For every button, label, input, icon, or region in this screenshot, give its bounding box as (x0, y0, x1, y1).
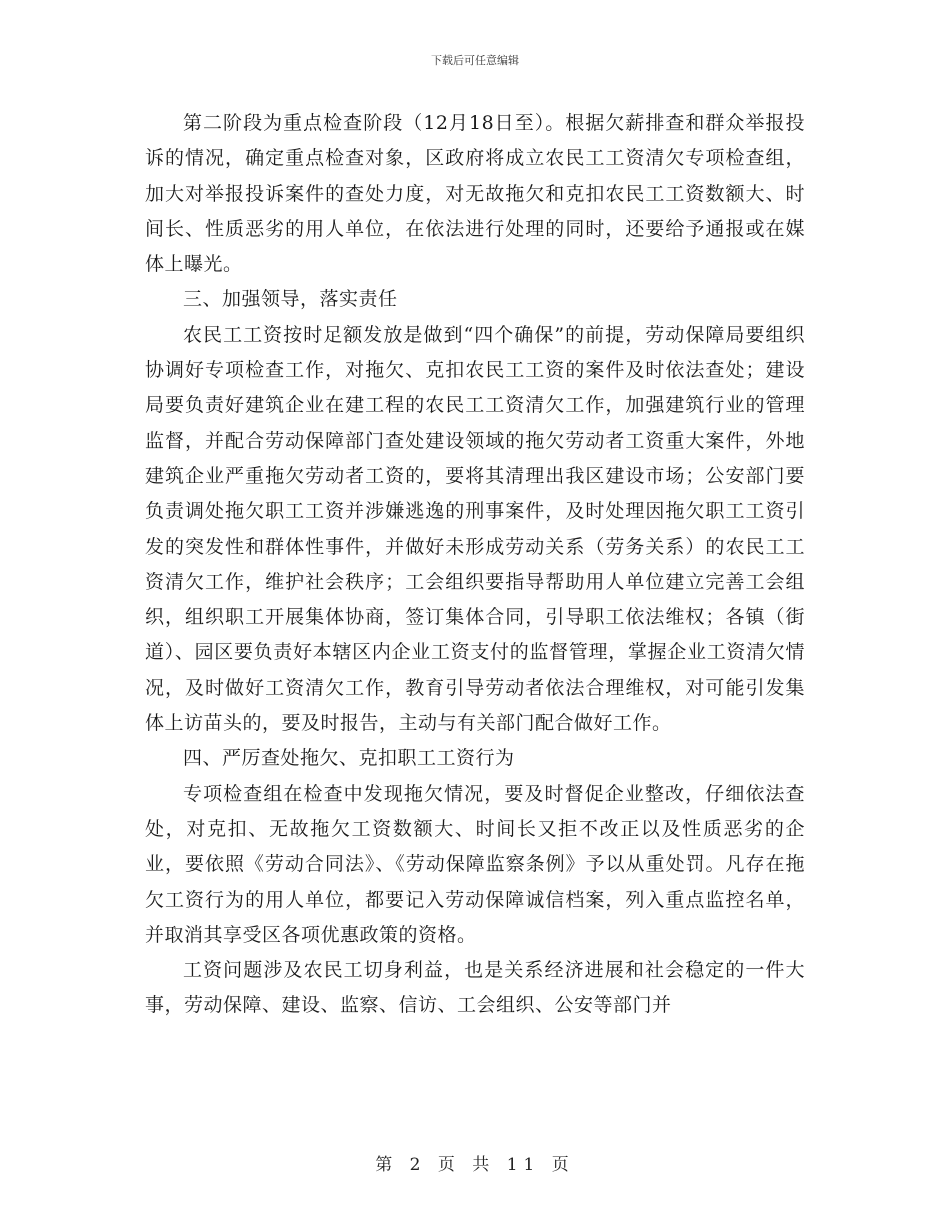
page-header-note: 下载后可任意编辑 (431, 54, 519, 67)
section-heading-four: 四、严厉查处拖欠、克扣职工工资行为 (183, 747, 515, 770)
paragraph-responsibilities: 农民工工资按时足额发放是做到“四个确保”的前提，劳动保障局要组织协调好专项检查工作，对拖欠、克扣农民工工资的案件及时依法查处；建设局要负责好建筑企业在建工程的农民工工资清欠工作，加强建筑行业的管理监督，并配合劳动保障部门查处建设领域的拖欠劳动者工资重大案件，外地建筑企业严重拖欠劳动者工资的，要将其清理出我区建设市场；公安部门要负责调处拖欠职工工资并涉嫌逃逸的刑事案件，及时处理因拖欠职工工资引发的突发性和群体性事件，并做好未形成劳动关系（劳务关系）的农民工工资清欠工作，维护社会秩序；工会组织要指导帮助用人单位建立完善工会组织，组织职工开展集体协商，签订集体合同，引导职工依法维权；各镇（街道）、园区要负责好本辖区内企业工资支付的监督管理，掌握企业工资清欠情况，及时做好工资清欠工作，教育引导劳动者依法合理维权，对可能引发集体上访苗头的，要及时报告，主动与有关部门配合做好工作。 (145, 323, 805, 735)
page-number-footer: 第 2 页 共 11 页 (375, 1155, 575, 1175)
paragraph-conclusion: 工资问题涉及农民工切身利益，也是关系经济进展和社会稳定的一件大事，劳动保障、建设、监察、信访、工会组织、公安等部门并 (145, 959, 805, 1017)
paragraph-stage-two: 第二阶段为重点检查阶段（12月18日至）。根据欠薪排查和群众举报投诉的情况，确定重点检查对象，区政府将成立农民工工资清欠专项检查组，加大对举报投诉案件的查处力度，对无故拖欠和克扣农民工工资数额大、时间长、性质恶劣的用人单位，在依法进行处理的同时，还要给予通报或在媒体上曝光。 (145, 112, 805, 276)
paragraph-penalties: 专项检查组在检查中发现拖欠情况，要及时督促企业整改，仔细依法查处，对克扣、无故拖欠工资数额大、时间长又拒不改正以及性质恶劣的企业，要依照《劳动合同法》、《劳动保障监察条例》予以从重处罚。凡存在拖欠工资行为的用人单位，都要记入劳动保障诚信档案，列入重点监控名单，并取消其享受区各项优惠政策的资格。 (145, 782, 805, 946)
document-body (145, 106, 805, 1024)
section-heading-three: 三、加强领导，落实责任 (183, 288, 398, 311)
